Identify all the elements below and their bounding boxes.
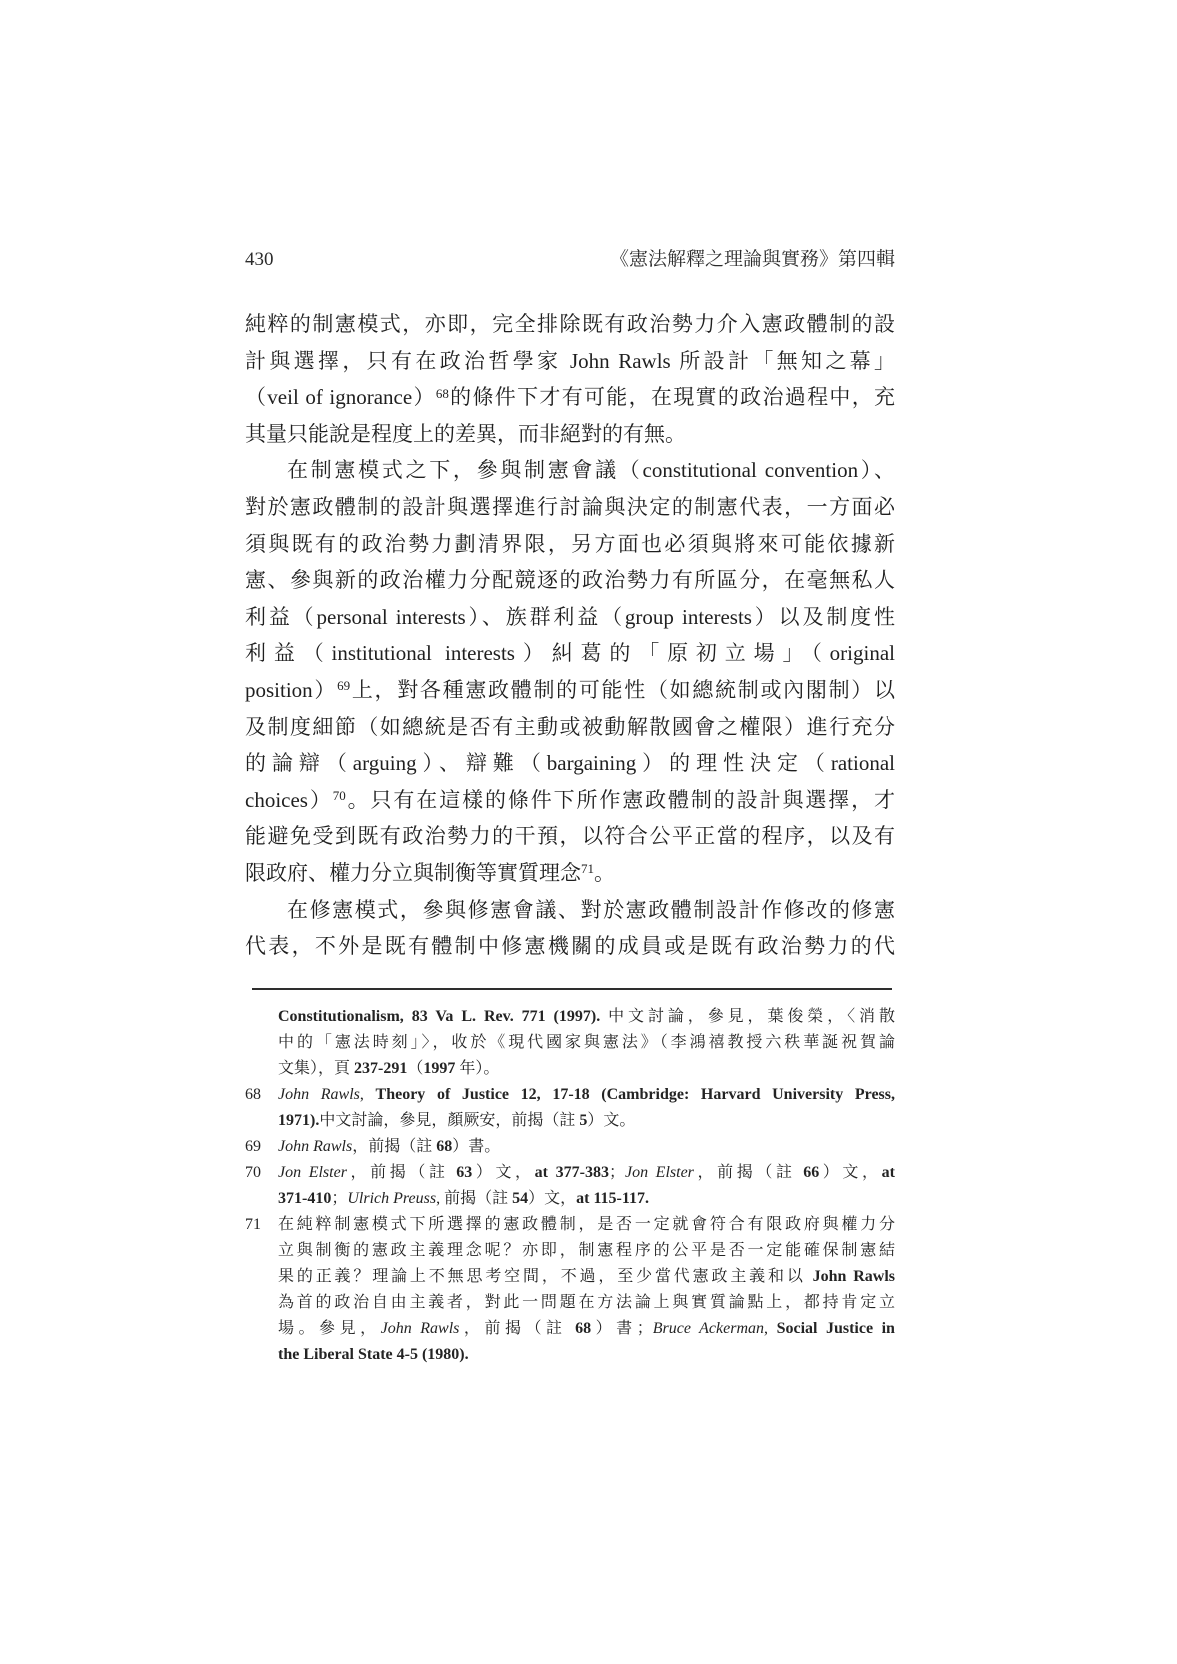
body-text-line: 在修憲模式，參與修憲會議、對於憲政體制設計作修改的修憲: [287, 897, 895, 922]
body-text-line: （veil of ignorance）$^{68}$的條件下才有可能，在現實的政治過程中，充: [245, 385, 896, 410]
footnote-line: 371-410；Ulrich Preuss, 前揭（註 54）文，at 115-117.: [278, 1190, 649, 1207]
body-text-line: 及制度細節（如總統是否有主動或被動解散國會之權限）進行充分: [245, 714, 895, 739]
body-text-line: 代表，不外是既有體制中修憲機關的成員或是既有政治勢力的代: [245, 934, 895, 959]
body-text-line: 其量只能說是程度上的差異，而非絕對的有無。: [245, 421, 686, 446]
footnote-number: 68: [245, 1086, 261, 1103]
body-text-line: 對於憲政體制的設計與選擇進行討論與決定的制憲代表，一方面必: [245, 494, 895, 519]
footnote-line: 場。參見，John Rawls，前揭（註 68）書；Bruce Ackerman, Social Justice in: [278, 1320, 895, 1337]
footnote-71: [245, 1212, 895, 1368]
body-text-line: 能避免受到既有政治勢力的干預，以符合公平正當的程序，以及有: [245, 824, 895, 849]
page-header: [245, 244, 895, 271]
footnote-continuation: [245, 1004, 895, 1082]
footnote-line: 中的「憲法時刻」〉，收於《現代國家與憲法》（李鴻禧教授六秩華誕祝賀論: [278, 1034, 895, 1051]
body-text-line: 計與選擇，只有在政治哲學家 John Rawls 所設計「無知之幕」: [245, 348, 895, 373]
footnote-68: [245, 1082, 895, 1134]
footnote-line: Constitutionalism, 83 Va L. Rev. 771 (1997). 中文討論，參見，葉俊榮，〈消散: [278, 1008, 895, 1025]
body-text-line: choices）$^{70}$。只有在這樣的條件下所作憲政體制的設計與選擇，才: [245, 787, 895, 812]
footnote-line: 果的正義？理論上不無思考空間，不過，至少當代憲政主義和以 John Rawls: [278, 1268, 895, 1285]
body-text-line: 限政府、權力分立與制衡等實質理念$^{71}$。: [245, 860, 616, 885]
body-text-line: 純粹的制憲模式，亦即，完全排除既有政治勢力介入憲政體制的設: [245, 312, 895, 336]
footnote-line: 立與制衡的憲政主義理念呢？亦即，制憲程序的公平是否一定能確保制憲結: [278, 1242, 895, 1259]
body-text-line: 須與既有的政治勢力劃清界限，另方面也必須與將來可能依據新: [245, 531, 895, 556]
footnote-separator: [252, 988, 892, 990]
running-title: 《憲法解釋之理論與實務》第四輯: [609, 249, 895, 270]
body-text-line: position）$^{69}$上，對各種憲政體制的可能性（如總統制或內閣制）以: [245, 677, 895, 702]
footnote-number: 69: [245, 1138, 261, 1155]
footnote-line: Jon Elster，前揭（註 63）文，at 377-383；Jon Elster，前揭（註 66）文，at: [278, 1164, 895, 1181]
footnote-line: 在純粹制憲模式下所選擇的憲政體制，是否一定就會符合有限政府與權力分: [278, 1216, 895, 1233]
body-text-line: 在制憲模式之下，參與制憲會議（constitutional convention）、: [287, 458, 895, 483]
footnote-70: [245, 1160, 895, 1212]
footnote-line: 文集），頁 237-291（1997 年）。: [278, 1060, 500, 1077]
footnotes-section: [245, 1004, 895, 1368]
body-text-line: 的論辯（arguing）、辯難（bargaining）的理性決定（rational: [245, 751, 895, 776]
body-text-line: 憲、參與新的政治權力分配競逐的政治勢力有所區分，在毫無私人: [245, 568, 895, 593]
footnote-line: 為首的政治自由主義者，對此一問題在方法論上與實質論點上，都持肯定立: [278, 1294, 895, 1311]
footnote-line: the Liberal State 4-5 (1980).: [278, 1346, 469, 1363]
main-text: [245, 306, 895, 965]
footnote-line: John Rawls, Theory of Justice 12, 17-18 (Cambridge: Harvard University Press,: [278, 1086, 896, 1103]
footnote-number: 71: [245, 1216, 261, 1233]
body-text-line: 利益（personal interests）、族群利益（group interests）以及制度性: [245, 604, 895, 629]
footnote-69: [245, 1134, 895, 1160]
body-text-line: 利益（institutional interests）糾葛的「原初立場」（original: [245, 641, 895, 666]
footnote-number: 70: [245, 1164, 261, 1181]
page-number: 430: [245, 249, 274, 270]
footnote-line: John Rawls，前揭（註 68）書。: [278, 1138, 501, 1155]
footnote-line: 1971).中文討論，參見，顏厥安，前揭（註 5）文。: [278, 1112, 636, 1129]
